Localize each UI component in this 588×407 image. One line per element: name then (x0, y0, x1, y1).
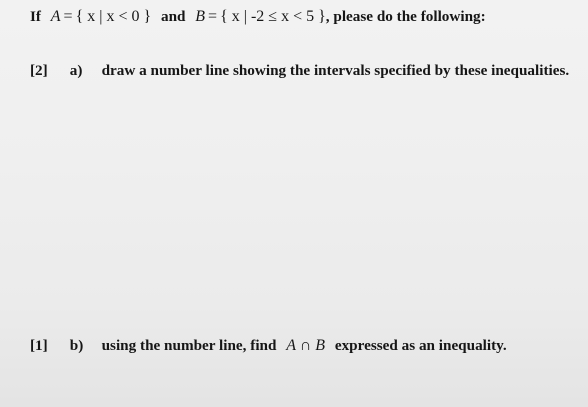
set-b-name: B (195, 8, 206, 25)
part-b-label: b) (69, 337, 84, 354)
and-word: and (160, 8, 186, 25)
set-b-equals: = (208, 8, 218, 25)
part-b-text-after: expressed as an inequality. (334, 337, 507, 354)
set-a-equals: = (63, 8, 73, 25)
intersection-expression: A ∩ B (286, 337, 326, 354)
part-a-text: draw a number line showing the intervals specified by these inequalities. (101, 62, 570, 79)
set-b-definition: { x | -2 ≤ x < 5 } (220, 8, 326, 25)
answer-space (0, 90, 588, 330)
question-intro (30, 8, 486, 26)
part-a-label: a) (69, 62, 83, 79)
part-b-text-before: using the number line, find (101, 337, 277, 354)
set-a-name: A (50, 8, 61, 25)
instruction-tail: , please do the following: (325, 8, 486, 25)
part-b-marks: [1] (30, 337, 48, 354)
if-word: If (30, 8, 41, 25)
part-a (30, 62, 569, 80)
part-a-marks: [2] (30, 62, 48, 79)
part-b (30, 337, 507, 355)
set-a-definition: { x | x < 0 } (75, 8, 152, 25)
